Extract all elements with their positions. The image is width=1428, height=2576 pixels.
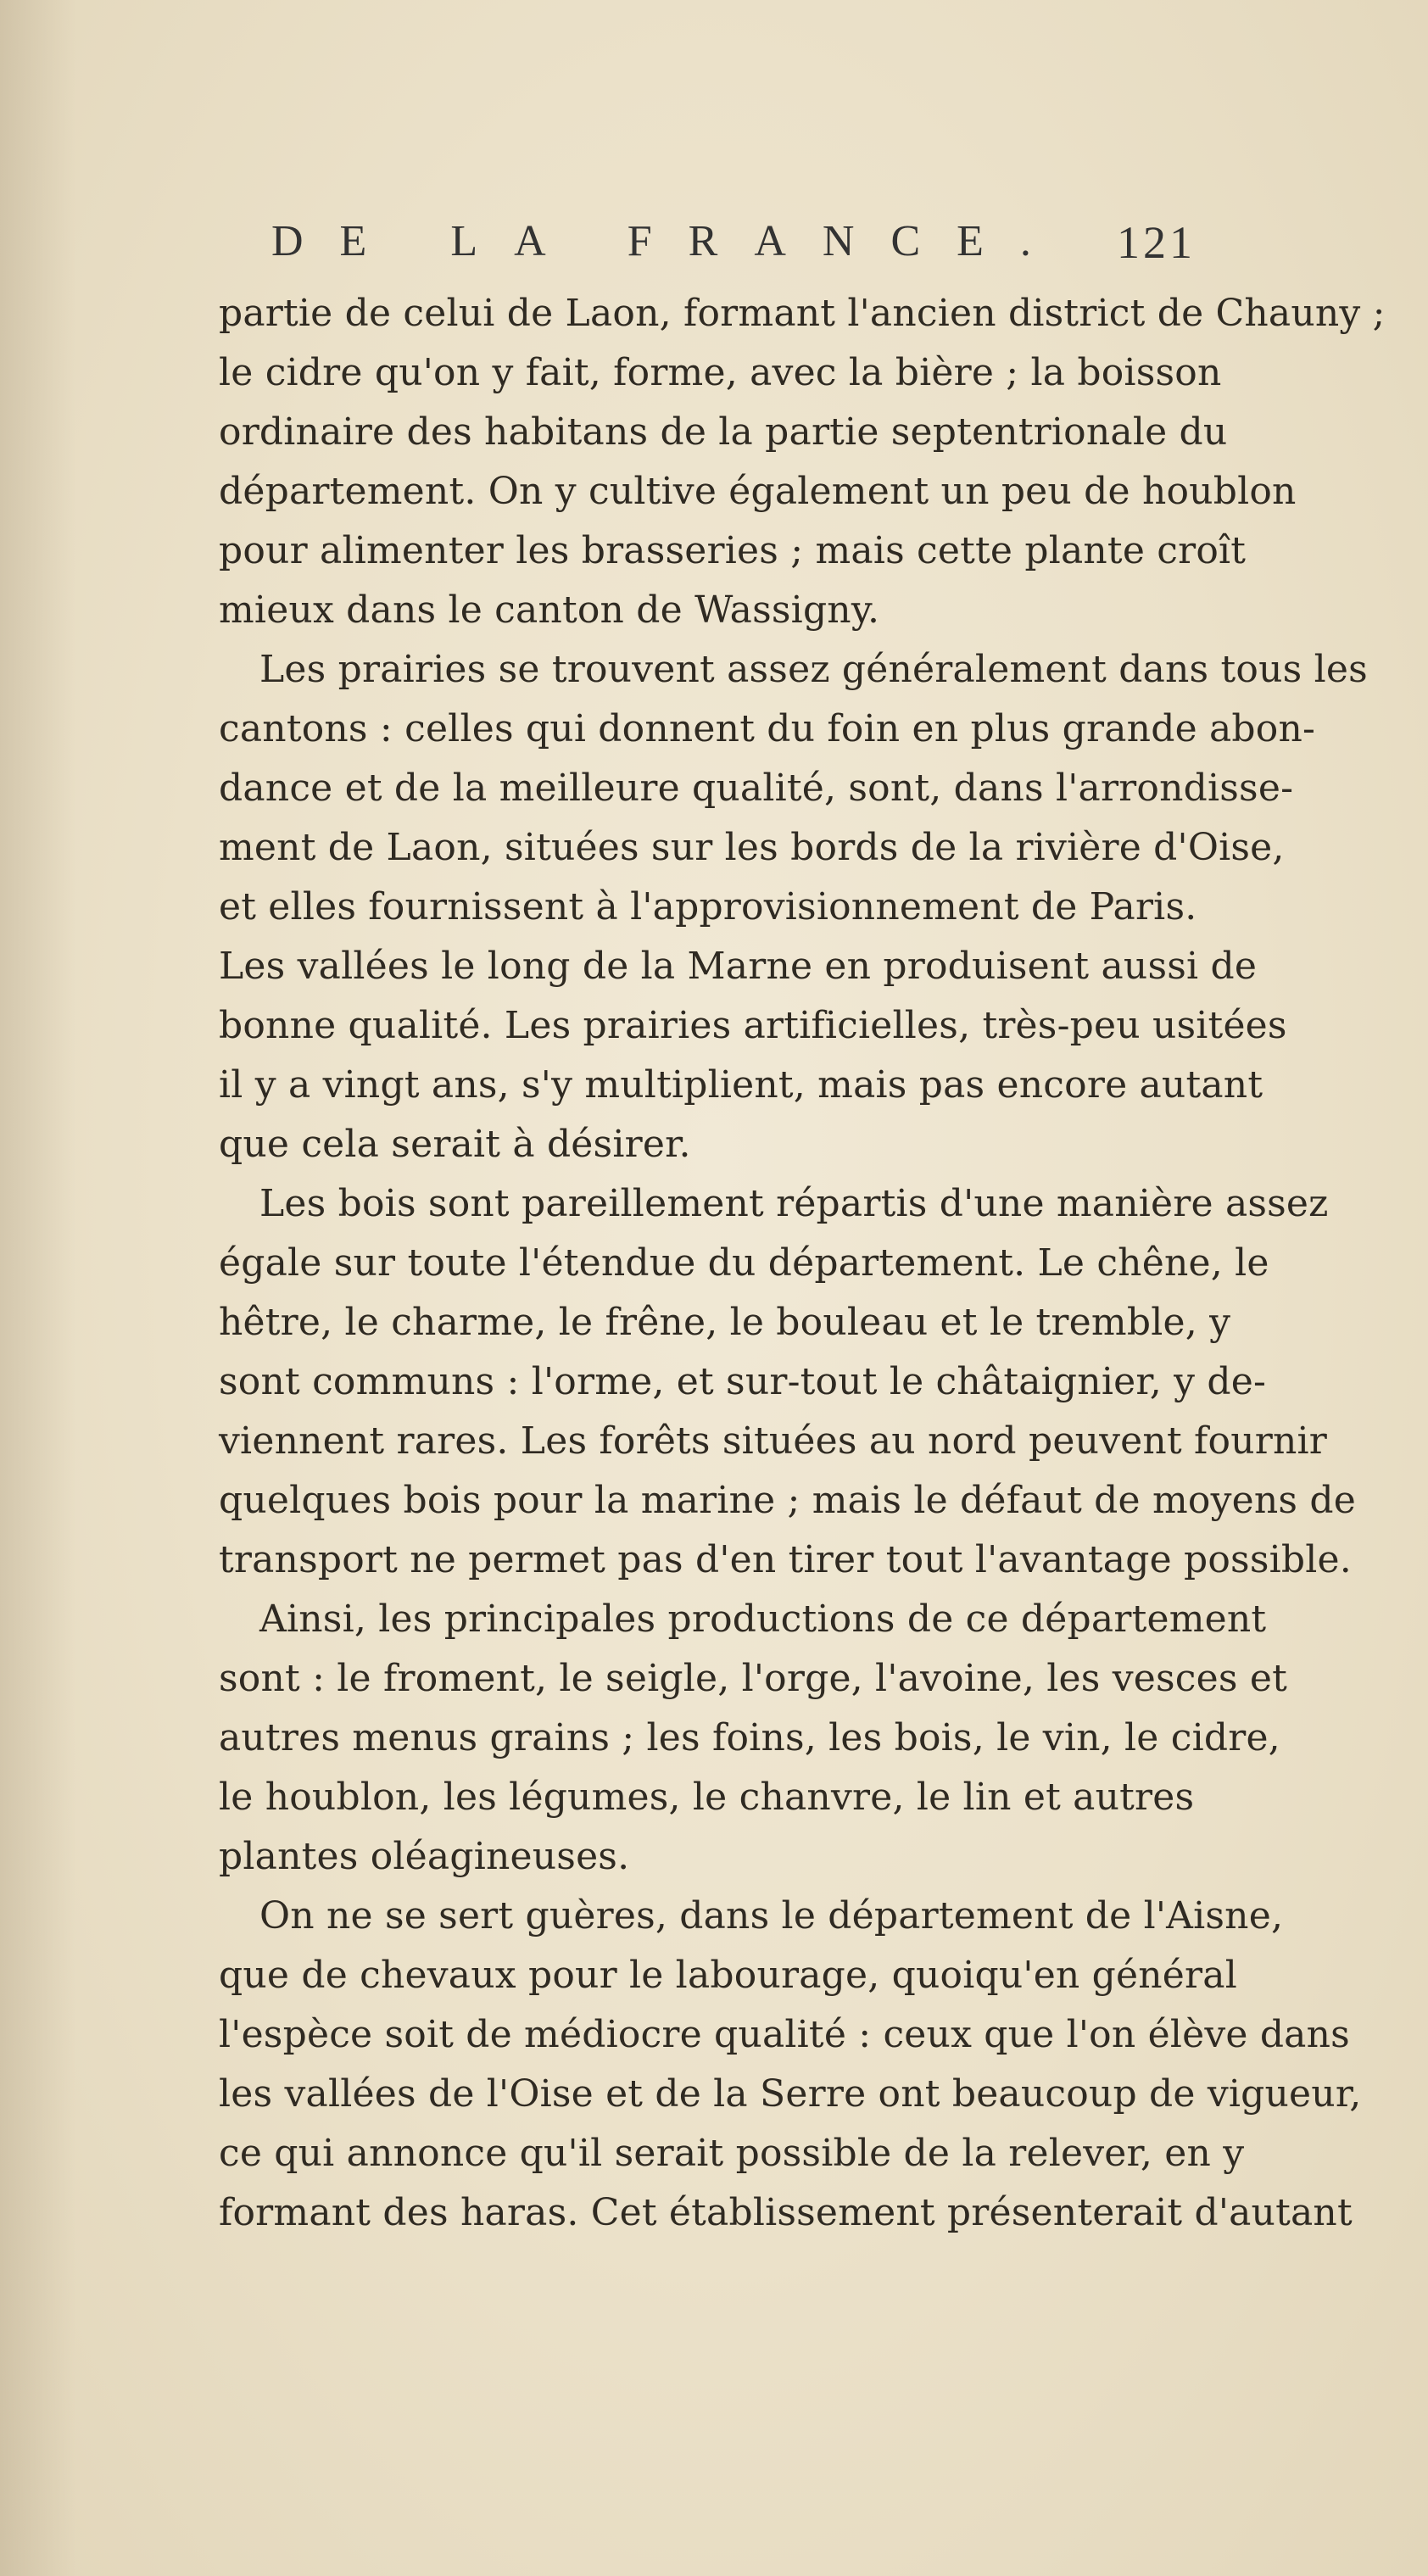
text-line: Les bois sont pareillement répartis d'une manière assez — [259, 1182, 1329, 1225]
text-line: autres menus grains ; les foins, les bois, le vin, le cidre, — [219, 1716, 1280, 1759]
text-line: hêtre, le charme, le frêne, le bouleau et le tremble, y — [219, 1301, 1231, 1344]
text-line: mieux dans le canton de Wassigny. — [219, 588, 880, 632]
text-line: que de chevaux pour le labourage, quoiqu'en général — [219, 1954, 1237, 1997]
text-line: que cela serait à désirer. — [219, 1123, 691, 1166]
text-line: viennent rares. Les forêts situées au nord peuvent fournir — [219, 1419, 1328, 1463]
text-line: sont : le froment, le seigle, l'orge, l'avoine, les vesces et — [219, 1657, 1287, 1700]
text-line: bonne qualité. Les prairies artificielles, très-peu usitées — [219, 1004, 1287, 1047]
text-line: sont communs : l'orme, et sur-tout le châtaignier, y de- — [219, 1360, 1267, 1403]
text-line: ment de Laon, situées sur les bords de la rivière d'Oise, — [219, 826, 1285, 869]
text-line: il y a vingt ans, s'y multiplient, mais pas encore autant — [219, 1063, 1263, 1107]
text-line: pour alimenter les brasseries ; mais cette plante croît — [219, 529, 1247, 572]
text-line: Les prairies se trouvent assez généralement dans tous les — [259, 648, 1368, 691]
text-line: dance et de la meilleure qualité, sont, dans l'arrondisse- — [219, 767, 1294, 810]
paragraph — [219, 1590, 1287, 1887]
text-line: transport ne permet pas d'en tirer tout l'avantage possible. — [219, 1538, 1352, 1581]
page-header — [271, 216, 1196, 276]
text-line: Les vallées le long de la Marne en produisent aussi de — [219, 945, 1258, 988]
text-line: cantons : celles qui donnent du foin en plus grande abon- — [219, 707, 1316, 750]
text-line: ordinaire des habitans de la partie septentrionale du — [219, 410, 1228, 454]
text-line: le cidre qu'on y fait, forme, avec la bière ; la boisson — [219, 351, 1222, 394]
text-line: quelques bois pour la marine ; mais le défaut de moyens de — [219, 1479, 1356, 1522]
page-edge-shadow — [0, 0, 76, 2576]
text-line: égale sur toute l'étendue du département. Le chêne, le — [219, 1241, 1269, 1285]
text-line: département. On y cultive également un peu de houblon — [219, 470, 1297, 513]
text-line: ce qui annonce qu'il serait possible de la relever, en y — [219, 2132, 1245, 2175]
page-number: 121 — [1117, 217, 1196, 268]
text-line: l'espèce soit de médiocre qualité : ceux que l'on élève dans — [219, 2013, 1350, 2056]
text-line: plantes oléagineuses. — [219, 1835, 630, 1878]
running-title: DE LA FRANCE. — [271, 217, 1068, 265]
paragraph — [219, 1887, 1362, 2243]
text-line: les vallées de l'Oise et de la Serre ont beaucoup de vigueur, — [219, 2072, 1362, 2116]
text-line: partie de celui de Laon, formant l'ancien district de Chauny ; — [219, 292, 1386, 335]
paragraph — [219, 284, 1386, 640]
paragraph — [219, 640, 1368, 1174]
paragraph — [219, 1174, 1356, 1590]
text-line: le houblon, les légumes, le chanvre, le lin et autres — [219, 1776, 1195, 1819]
body-text — [219, 284, 1386, 2243]
text-line: On ne se sert guères, dans le département de l'Aisne, — [259, 1894, 1284, 1938]
text-line: et elles fournissent à l'approvisionnement de Paris. — [219, 885, 1197, 928]
text-line: formant des haras. Cet établissement présenterait d'autant — [219, 2191, 1353, 2234]
text-line: Ainsi, les principales productions de ce département — [259, 1597, 1267, 1641]
